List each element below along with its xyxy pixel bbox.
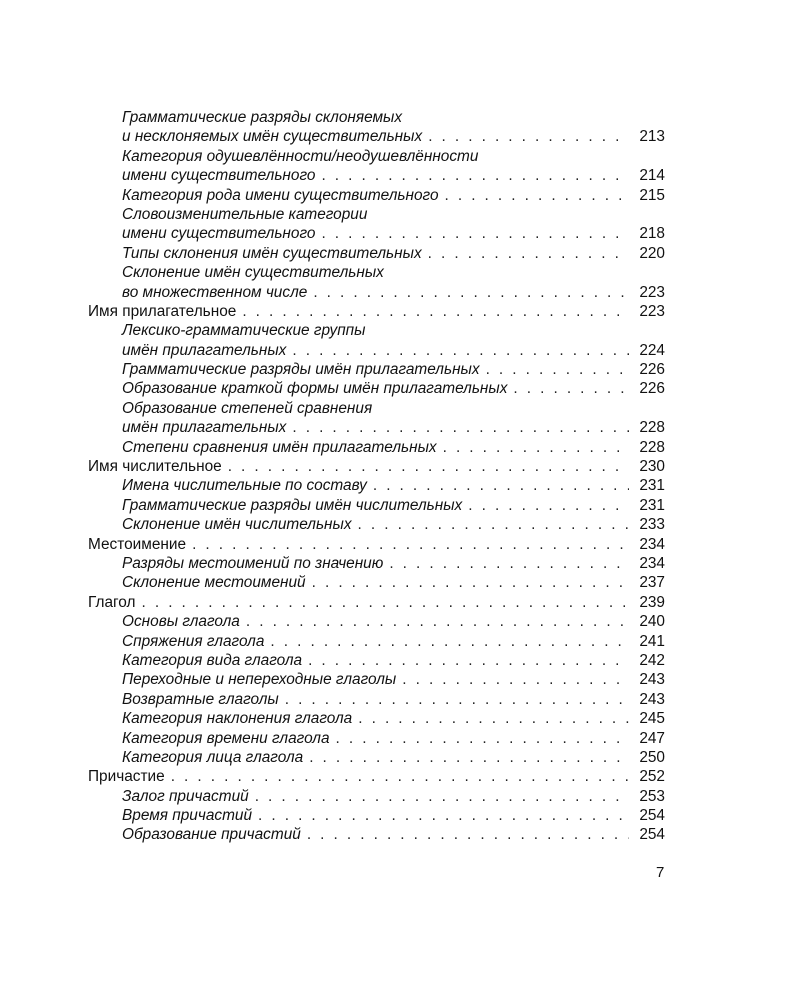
toc-entry-title: имён прилагательных [122,341,287,359]
dot-leader [402,670,629,689]
toc-entry-title: имени существительного [122,167,316,185]
toc-page-number: 237 [639,574,665,592]
toc-page-number: 231 [639,496,665,514]
toc-page-number: 223 [639,283,665,301]
dot-leader [192,535,629,554]
toc-subsection [88,554,665,573]
toc-page-number: 223 [639,302,665,320]
toc-subsection [88,205,665,244]
dot-leader [246,612,629,631]
toc-entry-title: и несклоняемых имён существительных [122,128,423,146]
toc-subsection [88,825,665,844]
dot-leader [312,573,629,592]
dot-leader [513,379,629,398]
toc-subsection [88,709,665,728]
toc-page-number: 228 [639,438,665,456]
dot-leader [308,651,629,670]
toc-line [122,283,665,302]
dot-leader [285,690,629,709]
dot-leader [242,302,629,321]
dot-leader [389,554,629,573]
toc-entry-title: Разряды местоимений по значению [122,554,384,572]
toc-page-number: 234 [639,554,665,572]
toc-subsection [88,496,665,515]
dot-leader [358,515,629,534]
dot-leader [321,166,629,185]
toc-subsection [88,612,665,631]
toc-line [122,476,665,495]
toc-page-number: 228 [639,419,665,437]
toc-entry-title: Глагол [88,593,136,611]
toc-line [122,418,665,437]
toc-entry-title: Склонение местоимений [122,574,306,592]
toc-line [122,166,665,185]
dot-leader [270,632,629,651]
toc-subsection [88,321,665,360]
toc-line [88,535,665,554]
toc-line [122,379,665,398]
toc-line [88,593,665,612]
toc-line [122,127,665,146]
toc-section [88,767,665,786]
toc-entry-title: Залог причастий [122,787,249,805]
toc-entry-title: Грамматические разряды имён прилагательных [122,361,480,379]
toc-entry-title: Возвратные глаголы [122,690,279,708]
toc-line [122,321,665,340]
dot-leader [428,127,629,146]
toc-line [122,825,665,844]
toc-page-number: 226 [639,361,665,379]
toc-section [88,593,665,612]
dot-leader [228,457,629,476]
toc-entry-title: Образование степеней сравнения [122,399,373,417]
toc-entry-title: Словоизменительные категории [122,205,368,223]
table-of-contents [88,108,665,845]
toc-entry-title: Категория одушевлённости/неодушевлённости [122,147,479,165]
dot-leader [255,787,629,806]
toc-line [122,341,665,360]
page-number: 7 [656,864,665,881]
toc-line [122,787,665,806]
toc-line [122,729,665,748]
toc-line [122,438,665,457]
dot-leader [486,360,629,379]
toc-subsection [88,748,665,767]
toc-subsection [88,263,665,302]
toc-entry-title: Категория лица глагола [122,748,304,766]
toc-entry-title: Степени сравнения имён прилагательных [122,438,437,456]
toc-entry-title: Категория рода имени существительного [122,186,439,204]
toc-entry-title: Склонение имён числительных [122,516,352,534]
toc-line [122,515,665,534]
toc-entry-title: Грамматические разряды склоняемых [122,109,403,126]
toc-line [122,806,665,825]
dot-leader [309,748,629,767]
toc-page-number: 254 [639,826,665,844]
toc-entry-title: Лексико-грамматические группы [122,322,366,340]
toc-line [122,263,665,282]
toc-subsection [88,632,665,651]
toc-subsection [88,108,665,147]
toc-entry-title: Категория времени глагола [122,729,330,747]
toc-page-number: 252 [639,768,665,786]
toc-page-number: 241 [639,632,665,650]
toc-line [122,360,665,379]
toc-entry-title: Время причастий [122,807,253,825]
toc-line [122,399,665,418]
dot-leader [307,825,629,844]
toc-subsection [88,729,665,748]
toc-line [122,612,665,631]
toc-page-number: 231 [639,477,665,495]
toc-subsection [88,651,665,670]
toc-line [122,244,665,263]
toc-page-number: 239 [639,593,665,611]
dot-leader [321,224,629,243]
toc-subsection [88,515,665,534]
toc-subsection [88,399,665,438]
toc-page-number: 214 [639,167,665,185]
toc-entry-title: Имя прилагательное [88,302,237,320]
toc-subsection [88,690,665,709]
dot-leader [445,186,630,205]
toc-entry-title: Категория наклонения глагола [122,710,353,728]
toc-page-number: 213 [639,128,665,146]
toc-page-number: 245 [639,710,665,728]
toc-entry-title: Грамматические разряды имён числительных [122,496,463,514]
toc-page-number: 242 [639,651,665,669]
toc-subsection [88,147,665,186]
toc-line [122,108,665,127]
dot-leader [142,593,630,612]
toc-page-number: 224 [639,341,665,359]
toc-subsection [88,670,665,689]
toc-entry-title: Имена числительные по составу [122,477,367,495]
dot-leader [171,767,629,786]
toc-page-number: 253 [639,787,665,805]
toc-page-number: 250 [639,748,665,766]
toc-page-number: 230 [639,458,665,476]
toc-subsection [88,360,665,379]
dot-leader [258,806,629,825]
dot-leader [443,438,629,457]
toc-line [122,554,665,573]
toc-line [122,147,665,166]
toc-line [122,205,665,224]
toc-line [122,186,665,205]
toc-subsection [88,379,665,398]
toc-page-number: 218 [639,225,665,243]
toc-page-number: 243 [639,671,665,689]
dot-leader [292,341,629,360]
toc-section [88,302,665,321]
toc-entry-title: Причастие [88,768,165,786]
toc-line [122,632,665,651]
toc-line [122,651,665,670]
toc-line [122,709,665,728]
toc-entry-title: во множественном числе [122,283,308,301]
toc-line [88,302,665,321]
toc-page-number: 243 [639,690,665,708]
toc-page-number: 254 [639,807,665,825]
dot-leader [336,729,629,748]
toc-subsection [88,787,665,806]
toc-entry-title: Склонение имён существительных [122,264,384,282]
toc-line [122,573,665,592]
toc-entry-title: Спряжения глагола [122,632,265,650]
toc-page-number: 220 [639,244,665,262]
toc-line [122,224,665,243]
dot-leader [313,283,629,302]
dot-leader [358,709,629,728]
dot-leader [292,418,629,437]
toc-entry-title: Имя числительное [88,458,222,476]
toc-page-number: 240 [639,613,665,631]
toc-subsection [88,476,665,495]
toc-line [122,748,665,767]
toc-entry-title: имени существительного [122,225,316,243]
toc-page-number: 226 [639,380,665,398]
toc-entry-title: Образование причастий [122,826,301,844]
dot-leader [373,476,629,495]
toc-line [88,457,665,476]
toc-entry-title: Типы склонения имён существительных [122,244,422,262]
toc-entry-title: Переходные и непереходные глаголы [122,671,397,689]
toc-page-number: 215 [639,186,665,204]
toc-line [122,496,665,515]
toc-line [122,690,665,709]
toc-page-number: 247 [639,729,665,747]
toc-subsection [88,438,665,457]
dot-leader [468,496,629,515]
toc-entry-title: Образование краткой формы имён прилагательных [122,380,508,398]
toc-entry-title: Местоимение [88,535,187,553]
toc-subsection [88,244,665,263]
toc-entry-title: имён прилагательных [122,419,287,437]
toc-subsection [88,806,665,825]
toc-subsection [88,186,665,205]
dot-leader [428,244,629,263]
toc-entry-title: Основы глагола [122,613,240,631]
toc-section [88,457,665,476]
toc-page-number: 233 [639,516,665,534]
toc-subsection [88,573,665,592]
toc-page-number: 234 [639,535,665,553]
toc-section [88,535,665,554]
toc-entry-title: Категория вида глагола [122,651,303,669]
toc-line [122,670,665,689]
toc-line [88,767,665,786]
